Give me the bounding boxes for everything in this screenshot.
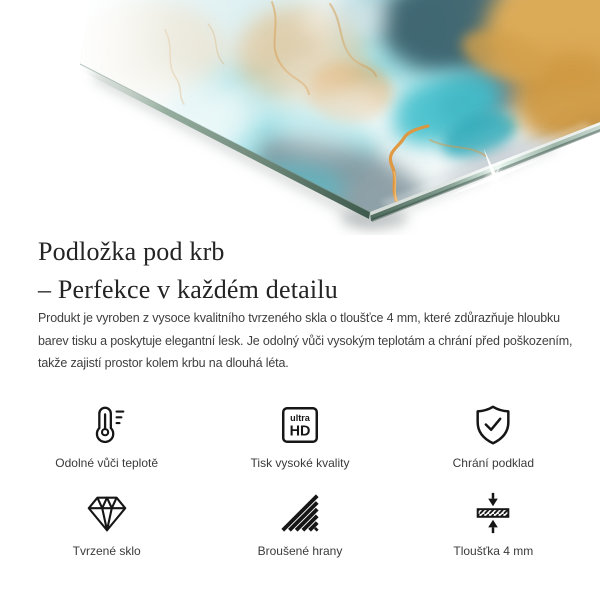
description-line: takže zajistí prostor kolem krbu na dlouhá léta.	[38, 356, 289, 370]
feature-label: Tisk vysoké kvality	[250, 456, 350, 470]
ultra-hd-icon	[276, 401, 324, 449]
thermometer-icon	[83, 401, 131, 449]
page-title-line-2: – Perfekce v každém detailu	[38, 275, 338, 304]
product-image	[0, 0, 600, 235]
feature-heat-resistant	[10, 401, 203, 470]
feature-polished-edges	[203, 489, 396, 558]
feature-label: Chrání podklad	[452, 456, 535, 470]
diamond-icon	[83, 489, 131, 537]
glass-panel-illustration	[0, 0, 600, 235]
feature-label: Odolné vůči teplotě	[55, 456, 159, 470]
features-grid	[10, 401, 590, 558]
page-title	[38, 233, 338, 309]
beveled-edges-icon	[276, 489, 324, 537]
feature-print-quality	[203, 401, 396, 470]
description-line: Produkt je vyroben z vysoce kvalitního tvrzeného skla o tloušťce 4 mm, které zdůrazňuje hloubku	[38, 311, 560, 325]
feature-label: Tloušťka 4 mm	[453, 544, 534, 558]
ultra-hd-badge-bottom: HD	[289, 423, 311, 440]
feature-label: Broušené hrany	[257, 544, 343, 558]
description-line: barev tisku a poskytuje elegantní lesk. Je odolný vůči vysokým teplotám a chrání před poškozením,	[38, 333, 573, 348]
product-description	[38, 307, 572, 375]
ultra-hd-badge-top: ultra	[290, 413, 310, 424]
shield-check-icon	[469, 401, 517, 449]
page-title-line-1: Podložka pod krb	[38, 237, 225, 266]
feature-label: Tvrzené sklo	[72, 544, 141, 558]
feature-tempered-glass	[10, 489, 203, 558]
feature-protects-floor	[397, 401, 590, 470]
thickness-icon	[469, 489, 517, 537]
feature-thickness	[397, 489, 590, 558]
